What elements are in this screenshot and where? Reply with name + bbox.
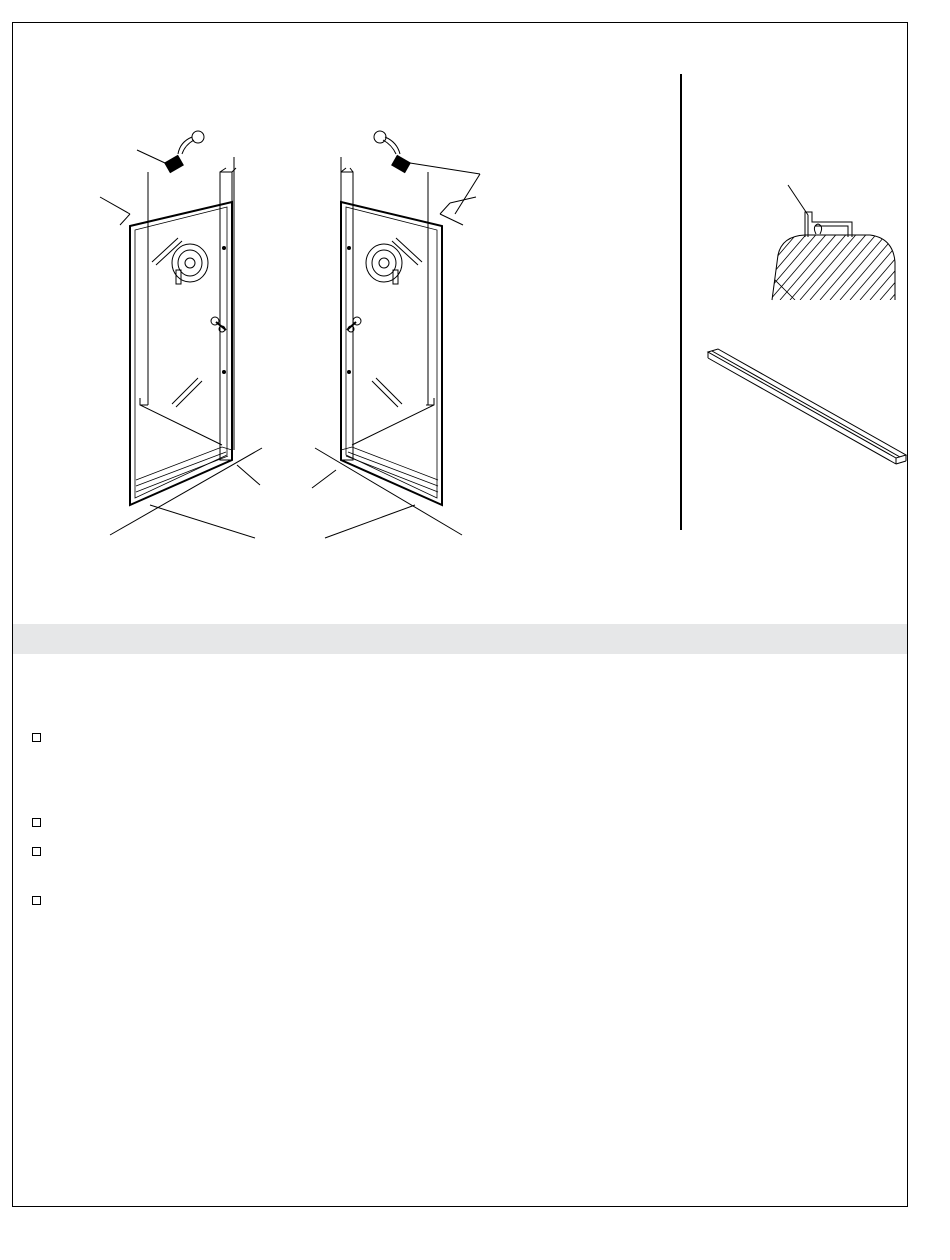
right-shower-view (312, 131, 480, 538)
checklist-checkbox-1[interactable] (32, 733, 41, 742)
shower-head-icon (374, 131, 480, 214)
checklist-checkbox-3[interactable] (32, 847, 41, 856)
door-handle-icon (211, 317, 226, 332)
checklist-checkbox-4[interactable] (32, 896, 41, 905)
shower-head-icon (137, 131, 204, 173)
threshold-detail (740, 185, 950, 300)
door-handle-icon (347, 317, 361, 332)
checklist-checkbox-2[interactable] (32, 818, 41, 827)
installation-illustration (0, 0, 950, 620)
section-header-band (13, 624, 907, 654)
threshold-strip (708, 349, 906, 464)
shower-valve-icon (172, 244, 208, 284)
shower-valve-icon (366, 244, 402, 284)
left-shower-view (100, 131, 262, 538)
